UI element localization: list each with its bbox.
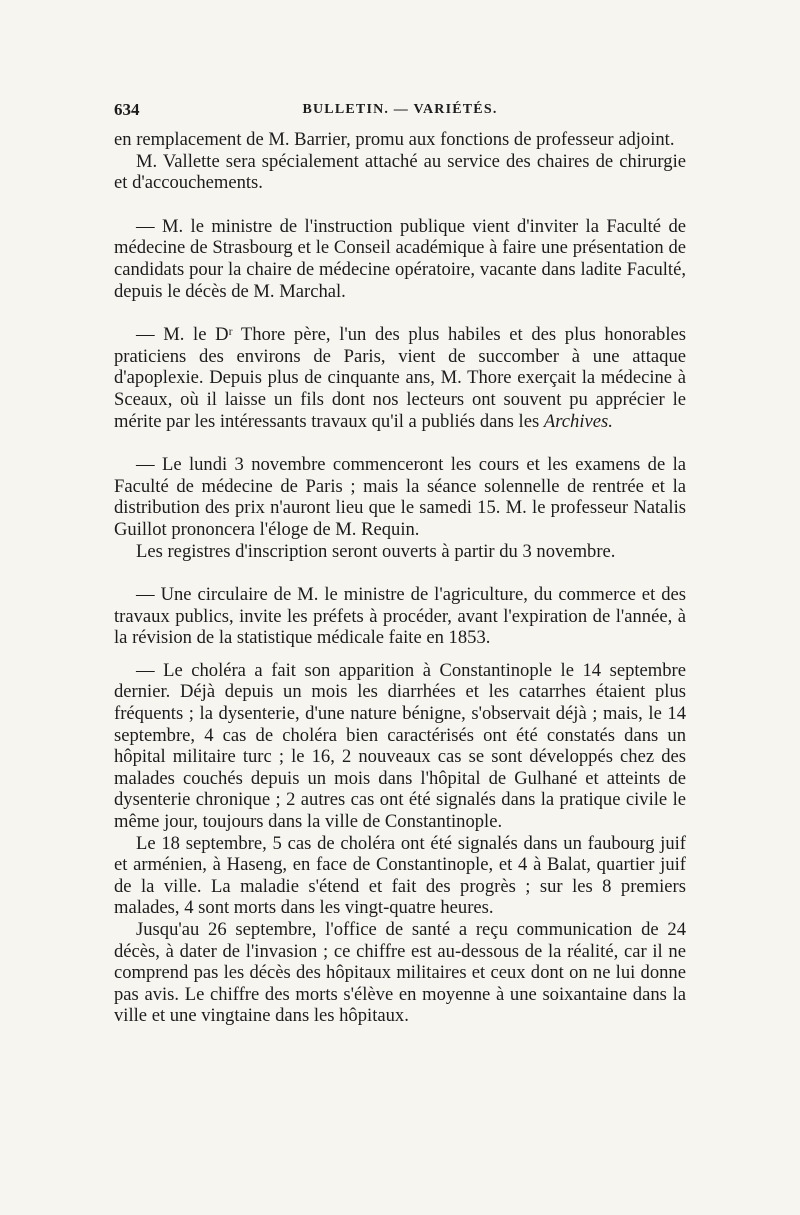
journal-title: Archives. — [543, 410, 613, 432]
paragraph: — M. le ministre de l'instruction publique vient d'inviter la Faculté de médecine de Strasbourg et le Conseil académique à faire une présentation de candidats pour la chaire de médecine opératoire, vacante dans ladite Faculté, depuis le décès de M. Marchal. — [114, 215, 686, 302]
paragraph: Les registres d'inscription seront ouverts à partir du 3 novembre. — [136, 540, 616, 562]
body-text — [114, 129, 686, 1027]
page-header — [114, 100, 686, 122]
paragraph-text: — M. le Dʳ Thore père, l'un des plus habiles et des plus honorables praticiens des environs de Paris, vient de succomber à une attaque d'apoplexie. Depuis plus de cinquante ans, M. Thore exerçait la médecine à Sceaux, où il laisse un fils dont nos lecteurs ont souvent pu apprécier le mérite par les intéressants travaux qu'il a publiés dans les — [114, 324, 686, 432]
paragraph: en remplacement de M. Barrier, promu aux fonctions de professeur adjoint. — [114, 129, 675, 150]
paragraph: Le 18 septembre, 5 cas de choléra ont été signalés dans un faubourg juif et arménien, à Haseng, en face de Constantinople, et 4 à Balat, quartier juif de la ville. La maladie s'étend et fait des progrès ; sur les 8 premiers malades, 4 sont morts dans les vingt-quatre heures. — [114, 832, 686, 919]
paragraph: — Le choléra a fait son apparition à Constantinople le 14 septembre dernier. Déjà depuis un mois les diarrhées et les catarrhes étaient plus fréquents ; la dysenterie, d'une nature bénigne, s'observait déjà ; mais, le 14 septembre, 4 cas de choléra bien caractérisés ont été constatés dans un hôpital militaire turc ; le 16, 2 nouveaux cas se sont développés chez des malades couchés depuis un mois dans l'hôpital de Gulhané et atteints de dysenterie chronique ; 2 autres cas ont été signalés dans la pratique civile le même jour, toujours dans la ville de Constantinople. — [114, 659, 686, 833]
paragraph: M. Vallette sera spécialement attaché au service des chaires de chirurgie et d'accouchements. — [114, 150, 686, 194]
page-number: 634 — [114, 100, 140, 119]
paragraph: — Une circulaire de M. le ministre de l'agriculture, du commerce et des travaux publics, invite les préfets à procéder, avant l'expiration de l'année, à la révision de la statistique médicale faite en 1853. — [114, 584, 686, 649]
paragraph — [114, 324, 686, 432]
paragraph: — Le lundi 3 novembre commenceront les cours et les examens de la Faculté de médecine de Paris ; mais la séance solennelle de rentrée et la distribution des prix n'auront lieu que le samedi 15. M. le professeur Natalis Guillot prononcera l'éloge de M. Requin. — [114, 454, 686, 540]
paragraph: Jusqu'au 26 septembre, l'office de santé a reçu communication de 24 décès, à dater de l'invasion ; ce chiffre est au-dessous de la réalité, car il ne comprend pas les décès des hôpitaux militaires et ceux dont on ne lui donne pas avis. Le chiffre des morts s'élève en moyenne à une soixantaine dans la ville et une vingtaine dans les hôpitaux. — [114, 919, 686, 1027]
running-head: BULLETIN. — VARIÉTÉS. — [302, 102, 498, 117]
